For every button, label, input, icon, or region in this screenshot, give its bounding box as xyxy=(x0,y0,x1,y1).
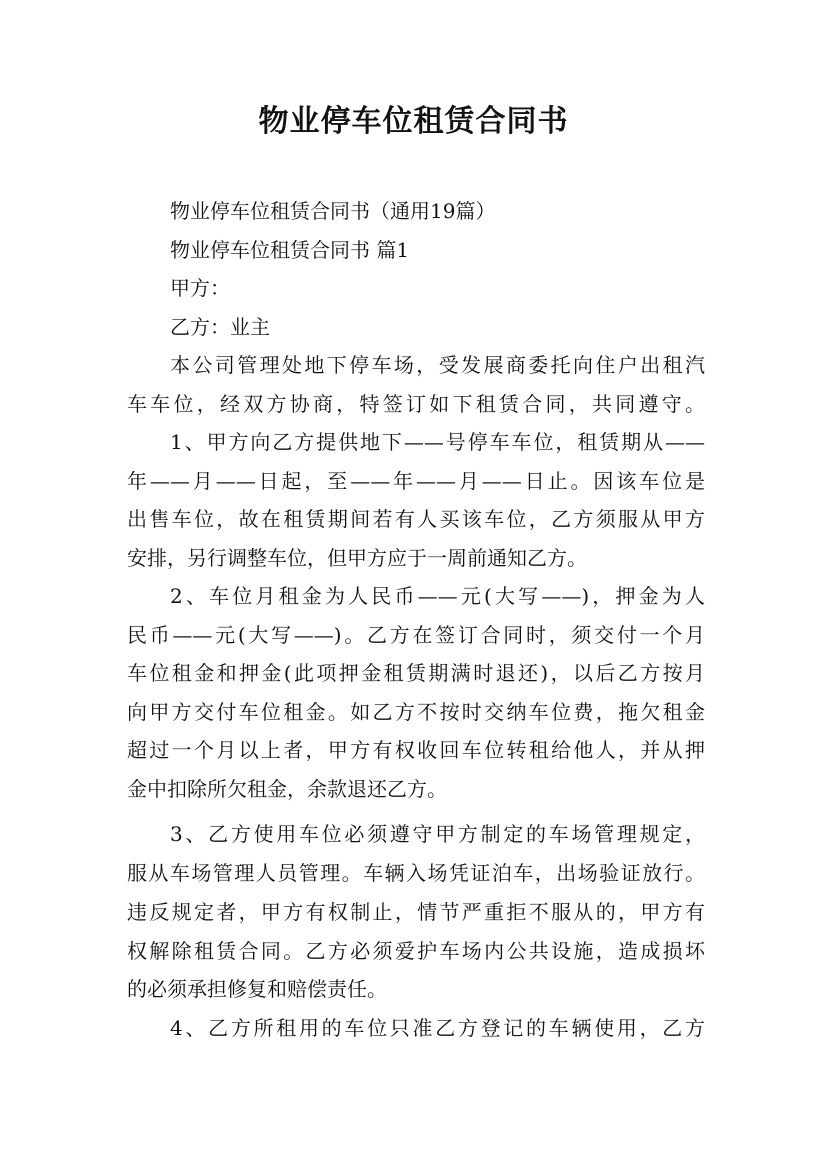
clause2-line-4: 向甲方交付车位租金。如乙方不按时交纳车位费，拖欠租金 xyxy=(127,700,705,724)
clause1-line-2: 年——月——日起，至——年——月——日止。因该车位是 xyxy=(127,469,705,493)
clause3-line-5: 的必须承担修复和赔偿责任。 xyxy=(127,977,387,1001)
party-a-line: 甲方： xyxy=(170,276,230,300)
clause3-line-1: 3、乙方使用车位必须遵守甲方制定的车场管理规定， xyxy=(170,822,705,846)
party-b-line: 乙方：业主 xyxy=(170,315,270,339)
document-subtitle: 物业停车位租赁合同书（通用19篇） xyxy=(170,199,496,223)
clause2-line-1: 2、车位月租金为人民币——元(大写——)，押金为人 xyxy=(170,584,705,608)
clause2-line-6: 金中扣除所欠租金，余款退还乙方。 xyxy=(127,777,447,801)
clause3-line-4: 权解除租赁合同。乙方必须爱护车场内公共设施，造成损坏 xyxy=(127,939,705,963)
clause2-line-3: 车位租金和押金(此项押金租赁期满时退还)，以后乙方按月 xyxy=(127,661,705,685)
clause3-line-2: 服从车场管理人员管理。车辆入场凭证泊车，出场验证放行。 xyxy=(127,861,705,885)
intro-line-1: 本公司管理处地下停车场，受发展商委托向住户出租汽 xyxy=(170,353,705,377)
clause2-line-5: 超过一个月以上者，甲方有权收回车位转租给他人，并从押 xyxy=(127,738,705,762)
clause3-line-3: 违反规定者，甲方有权制止，情节严重拒不服从的，甲方有 xyxy=(127,900,705,924)
document-title: 物业停车位租赁合同书 xyxy=(258,104,569,139)
intro-line-2: 车车位，经双方协商，特签订如下租赁合同，共同遵守。 xyxy=(127,392,705,416)
clause1-line-1: 1、甲方向乙方提供地下——号停车车位，租赁期从—— xyxy=(170,430,705,454)
clause1-line-3: 出售车位，故在租赁期间若有人买该车位，乙方须服从甲方 xyxy=(127,507,705,531)
clause1-line-4: 安排，另行调整车位，但甲方应于一周前通知乙方。 xyxy=(127,546,587,570)
clause4-line-1: 4、乙方所租用的车位只准乙方登记的车辆使用，乙方 xyxy=(170,1016,705,1040)
section-heading: 物业停车位租赁合同书 篇1 xyxy=(170,238,410,262)
clause2-line-2: 民币——元(大写——)。乙方在签订合同时，须交付一个月 xyxy=(127,623,705,647)
